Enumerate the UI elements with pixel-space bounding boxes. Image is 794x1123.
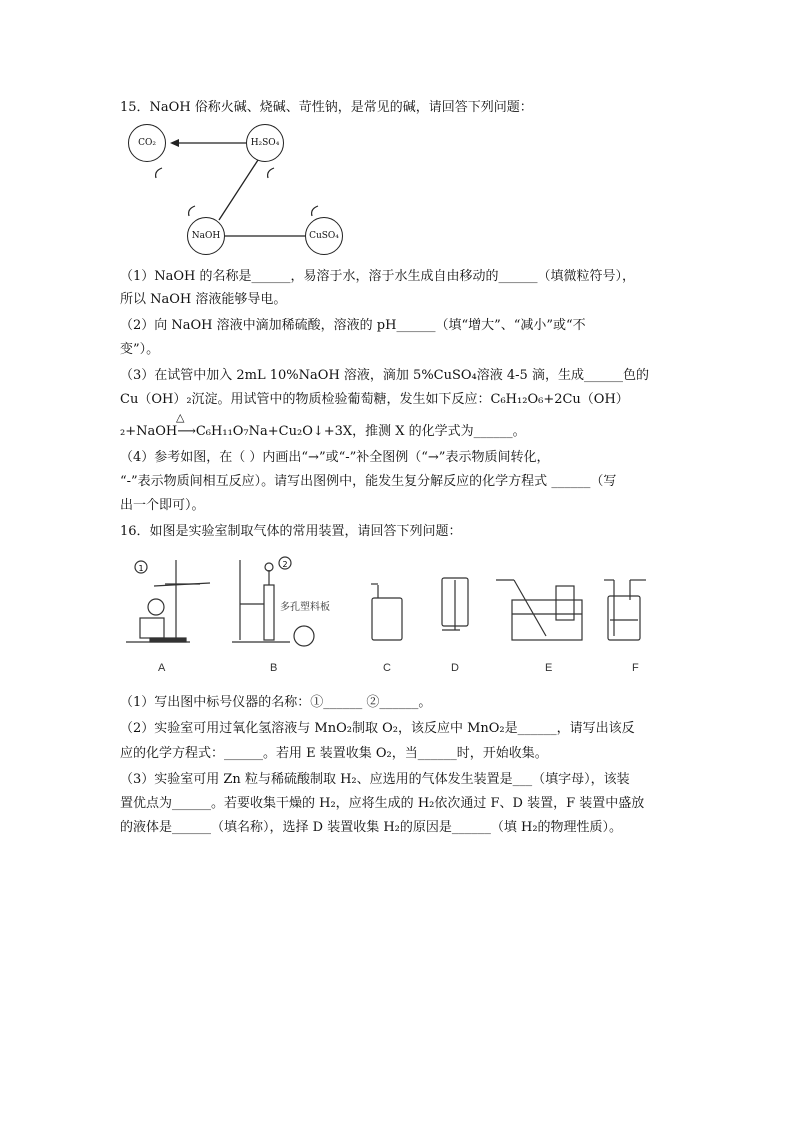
node-cuso4: CuSO₄ xyxy=(305,217,343,255)
svg-text:1: 1 xyxy=(138,564,144,573)
heat-symbol: △ xyxy=(176,411,185,424)
label-c: C xyxy=(383,662,391,674)
q15-part3-line3: ₂+NaOH⟶C₆H₁₁O₇Na+Cu₂O↓+3X，推测 X 的化学式为______。 xyxy=(120,424,526,439)
q15-part4-line2: “-”表示物质间相互反应）。请写出图例中，能发生复分解反应的化学方程式 ______（写 xyxy=(120,474,617,489)
q15-part1-line1: （1）NaOH 的名称是______，易溶于水，溶于水生成自由移动的______（填微粒符号）， xyxy=(120,269,636,284)
q15-part4-line1: （4）参考如图，在（ ）内画出“→”或“-”补全图例（“→”表示物质间转化， xyxy=(120,450,550,465)
label-b: B xyxy=(270,662,278,674)
label-a: A xyxy=(158,662,166,674)
node-naoh: NaOH xyxy=(187,217,225,255)
q16-part3-line3: 的液体是______（填名称），选择 D 装置收集 H₂的原因是______（填 H₂的物理性质）。 xyxy=(120,820,623,835)
q16-part2-line1: （2）实验室可用过氧化氢溶液与 MnO₂制取 O₂，该反应中 MnO₂是______，请写出该反 xyxy=(120,721,635,736)
q16-part3-line1: （3）实验室可用 Zn 粒与稀硫酸制取 H₂、应选用的气体发生装置是___（填字母），该装 xyxy=(120,772,630,787)
label-d: D xyxy=(451,662,459,674)
q16-part3-line2: 置优点为______。若要收集干燥的 H₂，应将生成的 H₂依次通过 F、D 装置，F 装置中盛放 xyxy=(120,796,645,811)
q15-part2-line1: （2）向 NaOH 溶液中滴加稀硫酸，溶液的 pH______（填“增大”、“减小”或“不 xyxy=(120,318,586,333)
q16-part1: （1）写出图中标号仪器的名称：①______ ②______。 xyxy=(120,695,432,710)
q15-part2-line2: 变”）。 xyxy=(120,342,160,357)
q15-part4-line3: 出一个即可）。 xyxy=(120,498,205,513)
q16-part2-line2: 应的化学方程式：______。若用 E 装置收集 O₂，当______时，开始收集。 xyxy=(120,746,548,761)
q15-part3-line1: （3）在试管中加入 2mL 10%NaOH 溶液，滴加 5%CuSO₄溶液 4-5 滴，生成______色的 xyxy=(120,368,649,383)
q15-part3-line2: Cu（OH）₂沉淀。用试管中的物质检验葡萄糖，发生如下反应：C₆H₁₂O₆+2Cu（OH） xyxy=(120,392,629,407)
node-h2so4: H₂SO₄ xyxy=(246,124,284,162)
porous-plate-label: 多孔塑料板 xyxy=(280,602,330,613)
node-co2: CO₂ xyxy=(128,124,166,162)
svg-text:2: 2 xyxy=(282,560,288,569)
q15-title: 15．NaOH 俗称火碱、烧碱、苛性钠，是常见的碱，请回答下列问题： xyxy=(120,100,533,115)
q16-title: 16．如图是实验室制取气体的常用装置，请回答下列问题： xyxy=(120,524,462,539)
label-f: F xyxy=(632,662,639,674)
q15-part1-line2: 所以 NaOH 溶液能够导电。 xyxy=(120,292,287,307)
label-e: E xyxy=(545,662,553,674)
